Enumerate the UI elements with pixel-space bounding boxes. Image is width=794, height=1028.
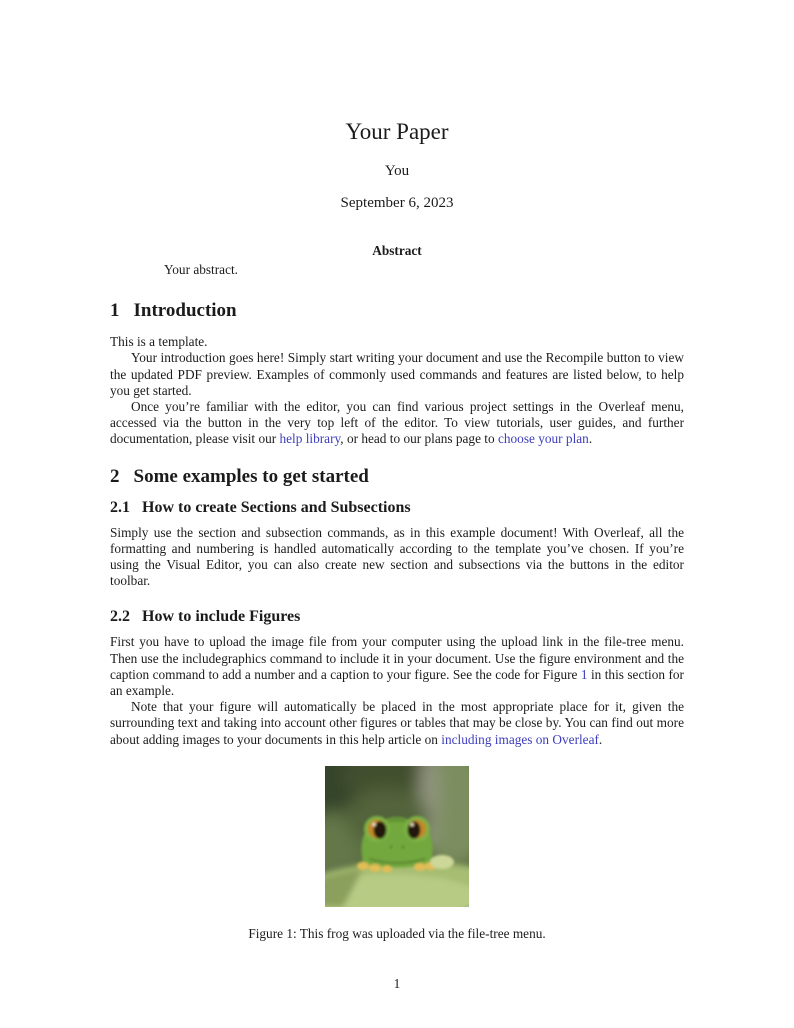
paragraph-text: Note that your figure will automatically be placed in the most appropriate place for it, given the surrounding text and taking into account other figures or tables that may be close by. You can find out more about adding images to your documents in this help article on	[110, 699, 684, 747]
figure-1	[110, 766, 684, 942]
paper-title: Your Paper	[345, 119, 449, 144]
subsection-2-2-title: How to include Figures	[142, 608, 301, 626]
intro-paragraph-1: This is a template.	[110, 334, 208, 350]
figure-1-caption: Figure 1: This frog was uploaded via the file-tree menu.	[248, 925, 546, 941]
paper-author: You	[384, 163, 410, 179]
figure-1-ref-link[interactable]: 1	[580, 666, 588, 682]
section-1-heading	[110, 300, 684, 322]
section-1-number: 1	[110, 300, 120, 322]
paper-date: September 6, 2023	[340, 195, 454, 211]
subsection-2-1-heading	[110, 499, 684, 517]
paragraph-text: in this section for an example.	[110, 666, 684, 699]
subsection-2-1-number: 2.1	[110, 498, 130, 516]
paragraph-text: .	[588, 431, 593, 447]
subsection-2-2-heading	[110, 608, 684, 626]
help-library-link[interactable]: help library	[279, 431, 341, 447]
subsection-2-1-paragraph: Simply use the section and subsection commands, as in this example document! With Overleaf, all the formatting and numbering is handled automatically according to the template you’ve chosen. If you’re using the Visual Editor, you can also create new section and subsections via the buttons in the editor toolbar.	[110, 524, 684, 589]
section-2-title: Some examples to get started	[133, 465, 369, 487]
paragraph-text: .	[598, 731, 603, 747]
frog-photo	[325, 766, 469, 907]
figures-paragraph-1	[110, 634, 684, 699]
paragraph-text: , or head to our plans page to	[340, 431, 498, 447]
intro-paragraph-2: Your introduction goes here! Simply start writing your document and use the Recompile button to view the updated PDF preview. Examples of commonly used commands and features are listed below, to help you get started.	[110, 350, 684, 398]
abstract-heading: Abstract	[372, 243, 422, 258]
figures-paragraph-2	[110, 699, 684, 748]
paragraph-text: Once you’re familiar with the editor, you can find various project settings in the Overleaf menu, accessed via the button in the very top left of the editor. To view tutorials, user guides, and further documentation, please visit our	[110, 399, 684, 447]
subsection-2-1-title: How to create Sections and Subsections	[142, 498, 411, 516]
page-number: 1	[393, 976, 401, 991]
section-2-number: 2	[110, 465, 120, 487]
subsection-2-2-number: 2.2	[110, 608, 130, 626]
intro-paragraph-3	[110, 399, 684, 448]
abstract-body: Your abstract.	[164, 262, 238, 277]
section-1-title: Introduction	[133, 300, 237, 322]
paragraph-text: First you have to upload the image file from your computer using the upload link in the file-tree menu. Then use the includegraphics command to include it in your document. Use the figure environment and the caption command to add a number and a caption to your figure. See the code for Figure	[110, 634, 684, 682]
including-images-link[interactable]: including images on Overleaf	[441, 731, 599, 747]
choose-your-plan-link[interactable]: choose your plan	[497, 431, 589, 447]
section-2-heading	[110, 466, 684, 488]
